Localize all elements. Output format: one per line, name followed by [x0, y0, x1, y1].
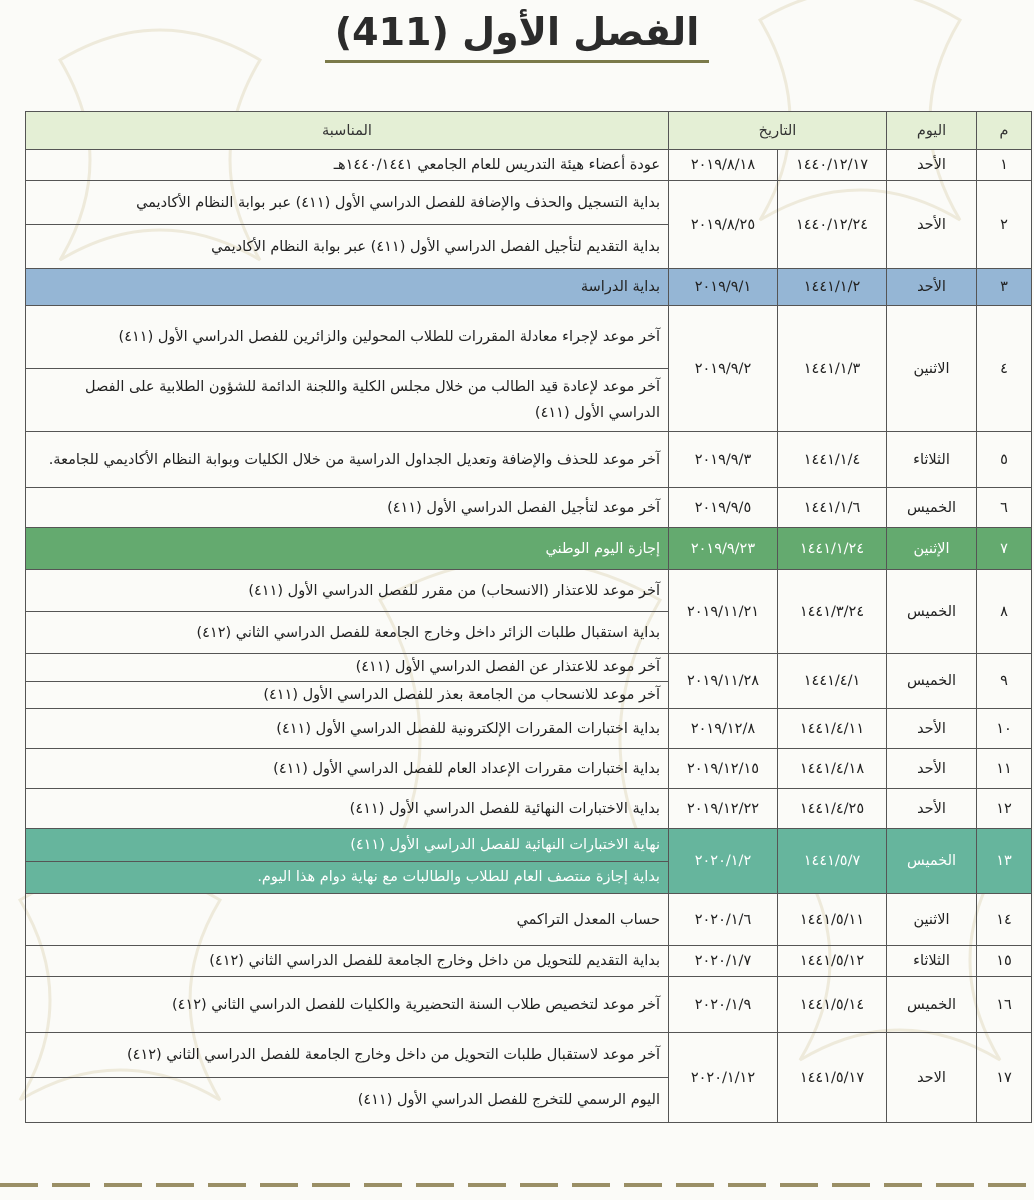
page-title: الفصل الأول (411)	[325, 10, 709, 63]
table-row	[26, 1033, 1032, 1078]
row-number: ٤	[977, 306, 1032, 432]
table-body	[26, 150, 1032, 1123]
row-number: ١٥	[977, 946, 1032, 977]
row-number: ١٠	[977, 709, 1032, 749]
row-number: ٩	[977, 654, 1032, 709]
row-day: الثلاثاء	[887, 432, 977, 488]
row-hijri-date: ١٤٤١/٥/٧	[778, 829, 887, 894]
row-hijri-date: ١٤٤١/١/٢٤	[778, 528, 887, 570]
table-row	[26, 570, 1032, 612]
header-row	[26, 112, 1032, 150]
row-gregorian-date: ٢٠٢٠/١/٦	[668, 894, 777, 946]
table-row	[26, 749, 1032, 789]
row-hijri-date: ١٤٤١/٤/١١	[778, 709, 887, 749]
row-event: إجازة اليوم الوطني	[26, 528, 669, 570]
row-day: الاثنين	[887, 306, 977, 432]
row-event: بداية الدراسة	[26, 269, 669, 306]
row-gregorian-date: ٢٠٢٠/١/١٢	[668, 1033, 777, 1123]
row-gregorian-date: ٢٠١٩/١١/٢٨	[668, 654, 777, 709]
row-number: ١٤	[977, 894, 1032, 946]
row-day: الخميس	[887, 977, 977, 1033]
calendar-table	[25, 111, 1032, 1123]
row-day: الأحد	[887, 789, 977, 829]
row-event: نهاية الاختبارات النهائية للفصل الدراسي الأول (٤١١)	[26, 829, 669, 862]
row-hijri-date: ١٤٤١/١/٢	[778, 269, 887, 306]
row-number: ٢	[977, 181, 1032, 269]
row-hijri-date: ١٤٤١/٥/١٤	[778, 977, 887, 1033]
row-day: الخميس	[887, 654, 977, 709]
row-day: الخميس	[887, 488, 977, 528]
table-row	[26, 432, 1032, 488]
row-event: آخر موعد لإعادة قيد الطالب من خلال مجلس الكلية واللجنة الدائمة للشؤون الطلابية على الفصل الدراسي الأول (٤١١)	[26, 369, 669, 432]
row-gregorian-date: ٢٠١٩/١١/٢١	[668, 570, 777, 654]
table-row	[26, 977, 1032, 1033]
row-number: ٥	[977, 432, 1032, 488]
row-event: بداية التقديم لتأجيل الفصل الدراسي الأول (٤١١) عبر بوابة النظام الأكاديمي	[26, 225, 669, 269]
row-number: ١٦	[977, 977, 1032, 1033]
header-date: التاريخ	[668, 112, 886, 150]
row-hijri-date: ١٤٤٠/١٢/١٧	[778, 150, 887, 181]
row-gregorian-date: ٢٠١٩/٨/١٨	[668, 150, 777, 181]
row-event: آخر موعد لإجراء معادلة المقررات للطلاب المحولين والزائرين للفصل الدراسي الأول (٤١١)	[26, 306, 669, 369]
row-event: آخر موعد للاعتذار عن الفصل الدراسي الأول (٤١١)	[26, 654, 669, 682]
row-gregorian-date: ٢٠١٩/١٢/٨	[668, 709, 777, 749]
row-event: حساب المعدل التراكمي	[26, 894, 669, 946]
row-day: الاحد	[887, 1033, 977, 1123]
row-hijri-date: ١٤٤١/١/٣	[778, 306, 887, 432]
row-day: الخميس	[887, 829, 977, 894]
row-number: ٦	[977, 488, 1032, 528]
row-hijri-date: ١٤٤١/٤/١٨	[778, 749, 887, 789]
row-event: بداية اختبارات المقررات الإلكترونية للفصل الدراسي الأول (٤١١)	[26, 709, 669, 749]
row-hijri-date: ١٤٤١/١/٦	[778, 488, 887, 528]
row-event: آخر موعد للانسحاب من الجامعة بعذر للفصل الدراسي الأول (٤١١)	[26, 681, 669, 709]
row-day: الأحد	[887, 150, 977, 181]
row-hijri-date: ١٤٤١/١/٤	[778, 432, 887, 488]
row-number: ١٢	[977, 789, 1032, 829]
table-row	[26, 150, 1032, 181]
table-row	[26, 181, 1032, 225]
row-gregorian-date: ٢٠١٩/١٢/١٥	[668, 749, 777, 789]
row-gregorian-date: ٢٠١٩/١٢/٢٢	[668, 789, 777, 829]
row-gregorian-date: ٢٠٢٠/١/٢	[668, 829, 777, 894]
row-number: ٧	[977, 528, 1032, 570]
row-number: ٣	[977, 269, 1032, 306]
row-gregorian-date: ٢٠١٩/٩/٥	[668, 488, 777, 528]
row-gregorian-date: ٢٠٢٠/١/٧	[668, 946, 777, 977]
row-event: آخر موعد للحذف والإضافة وتعديل الجداول الدراسية من خلال الكليات وبوابة النظام الأكاديمي للجامعة.	[26, 432, 669, 488]
row-day: الأحد	[887, 749, 977, 789]
row-hijri-date: ١٤٤١/٥/١١	[778, 894, 887, 946]
row-event: آخر موعد لاستقبال طلبات التحويل من داخل وخارج الجامعة للفصل الدراسي الثاني (٤١٢)	[26, 1033, 669, 1078]
row-day: الاثنين	[887, 894, 977, 946]
row-gregorian-date: ٢٠١٩/٨/٢٥	[668, 181, 777, 269]
row-gregorian-date: ٢٠٢٠/١/٩	[668, 977, 777, 1033]
table-row	[26, 528, 1032, 570]
row-gregorian-date: ٢٠١٩/٩/١	[668, 269, 777, 306]
row-event: بداية اختبارات مقررات الإعداد العام للفصل الدراسي الأول (٤١١)	[26, 749, 669, 789]
row-day: الإثنين	[887, 528, 977, 570]
row-gregorian-date: ٢٠١٩/٩/٢	[668, 306, 777, 432]
row-event: اليوم الرسمي للتخرج للفصل الدراسي الأول (٤١١)	[26, 1078, 669, 1123]
footer-dashes	[0, 1182, 1034, 1188]
row-hijri-date: ١٤٤١/٤/١	[778, 654, 887, 709]
header-num: م	[977, 112, 1032, 150]
row-event: آخر موعد لتخصيص طلاب السنة التحضيرية والكليات للفصل الدراسي الثاني (٤١٢)	[26, 977, 669, 1033]
table-row	[26, 654, 1032, 682]
row-gregorian-date: ٢٠١٩/٩/٢٣	[668, 528, 777, 570]
row-number: ١١	[977, 749, 1032, 789]
table-row	[26, 946, 1032, 977]
row-event: بداية الاختبارات النهائية للفصل الدراسي الأول (٤١١)	[26, 789, 669, 829]
row-number: ١	[977, 150, 1032, 181]
row-hijri-date: ١٤٤١/٤/٢٥	[778, 789, 887, 829]
row-day: الأحد	[887, 269, 977, 306]
table-row	[26, 269, 1032, 306]
row-number: ١٣	[977, 829, 1032, 894]
row-hijri-date: ١٤٤١/٣/٢٤	[778, 570, 887, 654]
row-hijri-date: ١٤٤١/٥/١٧	[778, 1033, 887, 1123]
row-event: بداية استقبال طلبات الزائر داخل وخارج الجامعة للفصل الدراسي الثاني (٤١٢)	[26, 612, 669, 654]
row-hijri-date: ١٤٤١/٥/١٢	[778, 946, 887, 977]
row-event: بداية إجازة منتصف العام للطلاب والطالبات مع نهاية دوام هذا اليوم.	[26, 861, 669, 894]
table-row	[26, 894, 1032, 946]
row-event: آخر موعد لتأجيل الفصل الدراسي الأول (٤١١)	[26, 488, 669, 528]
row-day: الأحد	[887, 181, 977, 269]
header-day: اليوم	[887, 112, 977, 150]
table-row	[26, 789, 1032, 829]
row-day: الخميس	[887, 570, 977, 654]
row-day: الأحد	[887, 709, 977, 749]
row-day: الثلاثاء	[887, 946, 977, 977]
header-event: المناسبة	[26, 112, 669, 150]
table-row	[26, 829, 1032, 862]
table-row	[26, 306, 1032, 369]
row-hijri-date: ١٤٤٠/١٢/٢٤	[778, 181, 887, 269]
row-event: آخر موعد للاعتذار (الانسحاب) من مقرر للفصل الدراسي الأول (٤١١)	[26, 570, 669, 612]
table-row	[26, 488, 1032, 528]
row-gregorian-date: ٢٠١٩/٩/٣	[668, 432, 777, 488]
row-event: عودة أعضاء هيئة التدريس للعام الجامعي ١٤٤٠/١٤٤١هـ	[26, 150, 669, 181]
row-number: ٨	[977, 570, 1032, 654]
row-event: بداية التسجيل والحذف والإضافة للفصل الدراسي الأول (٤١١) عبر بوابة النظام الأكاديمي	[26, 181, 669, 225]
row-event: بداية التقديم للتحويل من داخل وخارج الجامعة للفصل الدراسي الثاني (٤١٢)	[26, 946, 669, 977]
table-row	[26, 709, 1032, 749]
row-number: ١٧	[977, 1033, 1032, 1123]
